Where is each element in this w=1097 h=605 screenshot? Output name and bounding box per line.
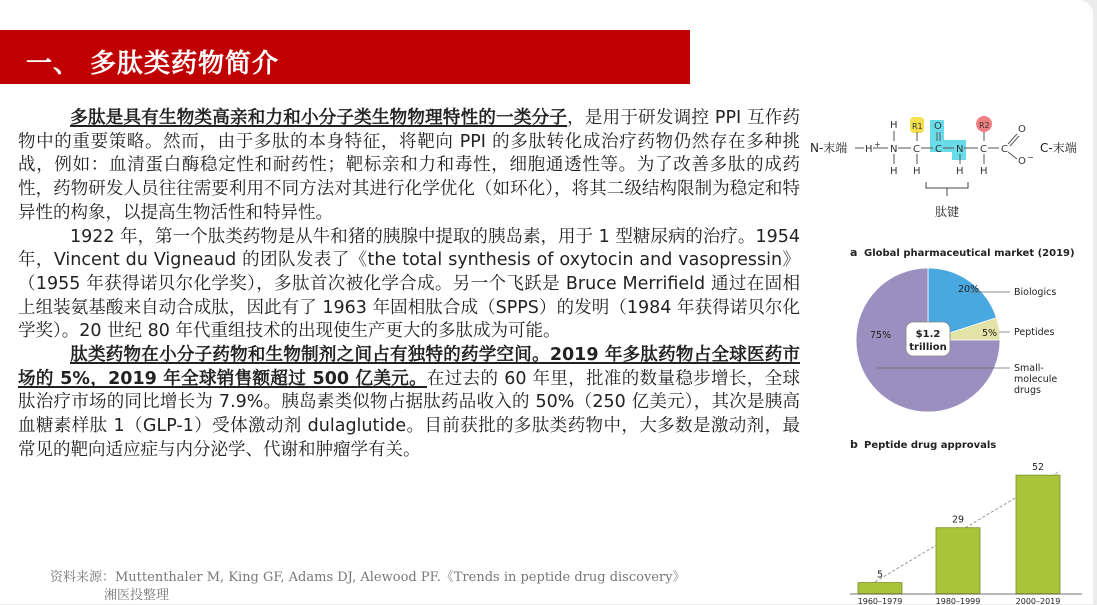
pie-percent-label: 20% — [958, 284, 980, 295]
source-note — [50, 569, 686, 605]
atom-c-alpha1: C — [913, 144, 920, 155]
bar-chart-letter: b — [850, 438, 858, 451]
atom-h-ca2: H — [980, 166, 988, 177]
peptide-structure-figure — [808, 112, 1077, 222]
atom-c-terminal: C — [1001, 144, 1008, 155]
atom-h-left: H — [865, 144, 873, 155]
pie-center-value: $1.2 — [915, 329, 941, 340]
r2-label: R2 — [979, 121, 990, 130]
bar-chart-title: Peptide drug approvals — [864, 440, 997, 451]
bar-3 — [1016, 475, 1060, 594]
pie-chart-title: Global pharmaceutical market (2019) — [864, 248, 1075, 259]
bar-category-label: 1980–1999 — [935, 597, 981, 605]
pie-chart-letter: a — [850, 246, 858, 259]
peptide-bond-label: 肽键 — [935, 205, 960, 219]
pie-chart — [846, 244, 1086, 424]
paragraph-text: 1922 年，第一个肽类药物是从牛和猪的胰腺中提取的胰岛素，用于 1 型糖尿病的治疗。1954 年，Vincent du Vigneaud 的团队发表了《the total synthesis of oxytocin and vasopressin》（1955 年获得诺贝尔化学奖），多肽首次被化学合成。另一个飞跃是 Bruce Merrifield 通过在固相上组装氨基酸来自动合成肽，因此有了 1963 年固相肽合成（SPPS）的发明（1984 年获得诺贝尔化学奖）。20 世纪 80 年代重组技术的出现使生产更大的多肽成为可能。 — [18, 226, 800, 342]
n-terminus-label: N-末端 — [810, 141, 848, 155]
atom-c-carbonyl: C — [935, 144, 942, 155]
bar-1 — [858, 583, 902, 594]
bar-category-label: 2000–2019 — [1015, 597, 1061, 605]
atom-o-terminal-top: O — [1018, 124, 1026, 135]
bar-value-label: 5 — [876, 569, 884, 581]
bar-chart — [846, 436, 1086, 604]
atom-n2: N — [956, 144, 964, 155]
pie-center-unit: trillion — [909, 342, 947, 353]
paragraph-2 — [18, 226, 800, 345]
atom-h-n2: H — [956, 166, 964, 177]
source-line-1: 资料来源：Muttenthaler M, King GF, Adams DJ, Alewood PF.《Trends in peptide drug discovery》 — [50, 570, 686, 585]
atom-minus: − — [1027, 153, 1034, 162]
emphasis-text: 多肽是具有生物类高亲和力和小分子类生物物理特性的一类分子 — [70, 108, 568, 128]
bar-marks — [850, 462, 1082, 605]
paragraph-1 — [18, 107, 800, 226]
atom-h-n1-bottom: H — [890, 166, 898, 177]
atom-o-carbonyl: O — [934, 121, 942, 132]
section-title: 一、 多肽类药物简介 — [26, 49, 280, 79]
source-line-2: 湘医投整理 — [104, 588, 170, 603]
atom-h-ca1: H — [913, 166, 921, 177]
pie-percent-label: 5% — [982, 328, 998, 339]
atom-n1: N — [890, 144, 898, 155]
paragraph-text: ，是用于研发调控 PPI 互作药物中的重要策略。然而，由于多肽的本身特征，将靶向 PPI 的多肽转化成治疗药物仍然存在多种挑战，例如：血清蛋白酶稳定性和耐药性；靶标亲和力和毒性，细胞通透性等。为了改善多肽的成药性，药物研发人员往往需要利用不同方法对其进行化学优化（如环化），将其二级结构限制为稳定和特异性的构象，以提高生物活性和特异性。 — [18, 108, 800, 223]
atom-plus: + — [874, 140, 881, 149]
emphasis-text: 肽类药物在小分子药物和生物制剂之间占有独特的药学空间。2019 年多肽药物占全球医药市场的 5%，2019 年全球销售额超过 500 亿美元。 — [18, 345, 800, 389]
atom-h-n1-top: H — [890, 120, 898, 131]
atom-o-terminal-bottom: O — [1018, 156, 1026, 167]
pie-percent-label: 75% — [870, 330, 892, 341]
bar-2 — [936, 528, 980, 594]
paragraph-text: 在过去的 60 年里，批准的数量稳步增长，全球肽治疗市场的同比增长为 7.9%。胰岛素类似物占据肽药品收入的 50%（250 亿美元），其次是胰高血糖素样肽 1（GLP-1）受体激动剂 dulaglutide。目前获批的多肽类药物中，大多数是激动剂，最常见的靶向适应症与内分泌学、代谢和肿瘤学有关。 — [18, 368, 800, 460]
atom-c-alpha2: C — [980, 144, 987, 155]
r1-label: R1 — [912, 122, 923, 131]
pie-legend-small-molecule-drugs: Small-molecule drugs — [1014, 363, 1058, 396]
pie-legend-biologics: Biologics — [1014, 287, 1057, 298]
bar-value-label: 29 — [951, 514, 965, 526]
paragraph-3 — [18, 344, 800, 463]
body-text — [18, 107, 800, 463]
bar-category-label: 1960–1979 — [857, 597, 903, 605]
c-terminus-label: C-末端 — [1040, 141, 1077, 155]
bar-value-label: 52 — [1031, 462, 1045, 474]
pie-legend-peptides: Peptides — [1014, 327, 1055, 338]
